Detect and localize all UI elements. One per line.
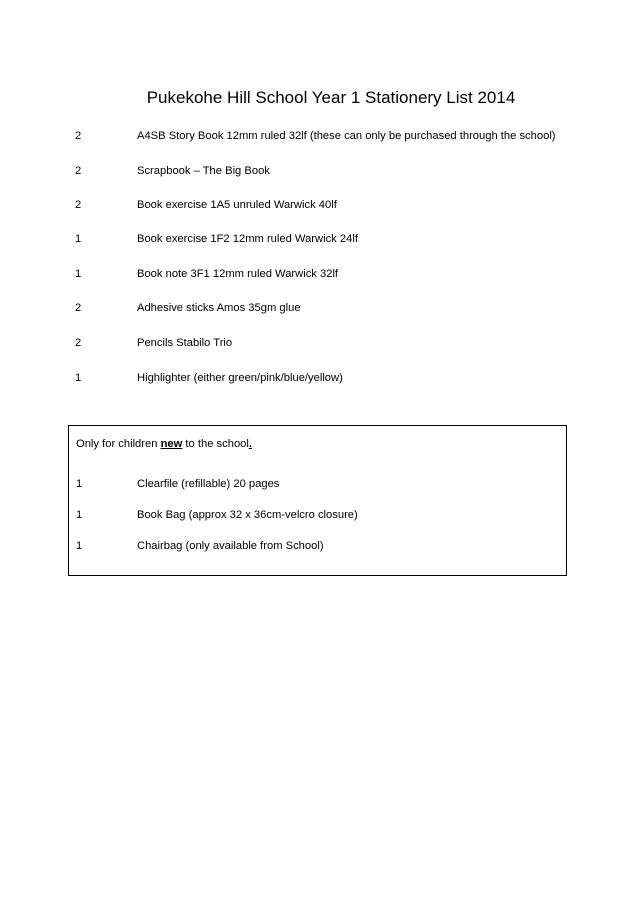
item-quantity: 1 xyxy=(75,233,82,245)
item-description: A4SB Story Book 12mm ruled 32lf (these can only be purchased through the school) xyxy=(137,130,556,142)
item-quantity: 2 xyxy=(75,337,82,349)
list-item xyxy=(0,127,638,145)
list-item xyxy=(0,196,638,214)
item-quantity: 2 xyxy=(75,199,82,211)
item-description: Chairbag (only available from School) xyxy=(137,540,324,552)
item-quantity: 2 xyxy=(75,130,82,142)
list-item xyxy=(0,230,638,248)
item-description: Clearfile (refillable) 20 pages xyxy=(137,478,280,490)
list-item xyxy=(69,537,566,555)
item-quantity: 1 xyxy=(76,509,83,521)
heading-end: . xyxy=(248,438,252,450)
item-description: Book exercise 1F2 12mm ruled Warwick 24lf xyxy=(137,233,358,245)
list-item xyxy=(69,475,566,493)
item-quantity: 2 xyxy=(75,165,82,177)
item-quantity: 1 xyxy=(76,540,83,552)
item-quantity: 1 xyxy=(75,372,82,384)
item-description: Highlighter (either green/pink/blue/yellow) xyxy=(137,372,343,384)
list-item xyxy=(0,265,638,283)
item-description: Book exercise 1A5 unruled Warwick 40lf xyxy=(137,199,337,211)
item-quantity: 2 xyxy=(75,302,82,314)
item-quantity: 1 xyxy=(75,268,82,280)
heading-emphasis: new xyxy=(160,438,183,450)
list-item xyxy=(0,162,638,180)
item-description: Book note 3F1 12mm ruled Warwick 32lf xyxy=(137,268,339,280)
heading-suffix: to the school xyxy=(182,438,249,450)
new-children-box xyxy=(68,425,567,576)
list-item xyxy=(0,334,638,352)
item-quantity: 1 xyxy=(76,478,83,490)
item-description: Pencils Stabilo Trio xyxy=(137,337,233,349)
page-title: Pukekohe Hill School Year 1 Stationery List 2014 xyxy=(146,88,516,107)
list-item xyxy=(0,369,638,387)
new-children-heading xyxy=(76,435,252,453)
list-item xyxy=(69,506,566,524)
item-description: Adhesive sticks Amos 35gm glue xyxy=(137,302,301,314)
item-description: Book Bag (approx 32 x 36cm-velcro closure) xyxy=(137,509,358,521)
list-item xyxy=(0,299,638,317)
heading-prefix: Only for children xyxy=(76,438,161,450)
item-description: Scrapbook – The Big Book xyxy=(137,165,270,177)
